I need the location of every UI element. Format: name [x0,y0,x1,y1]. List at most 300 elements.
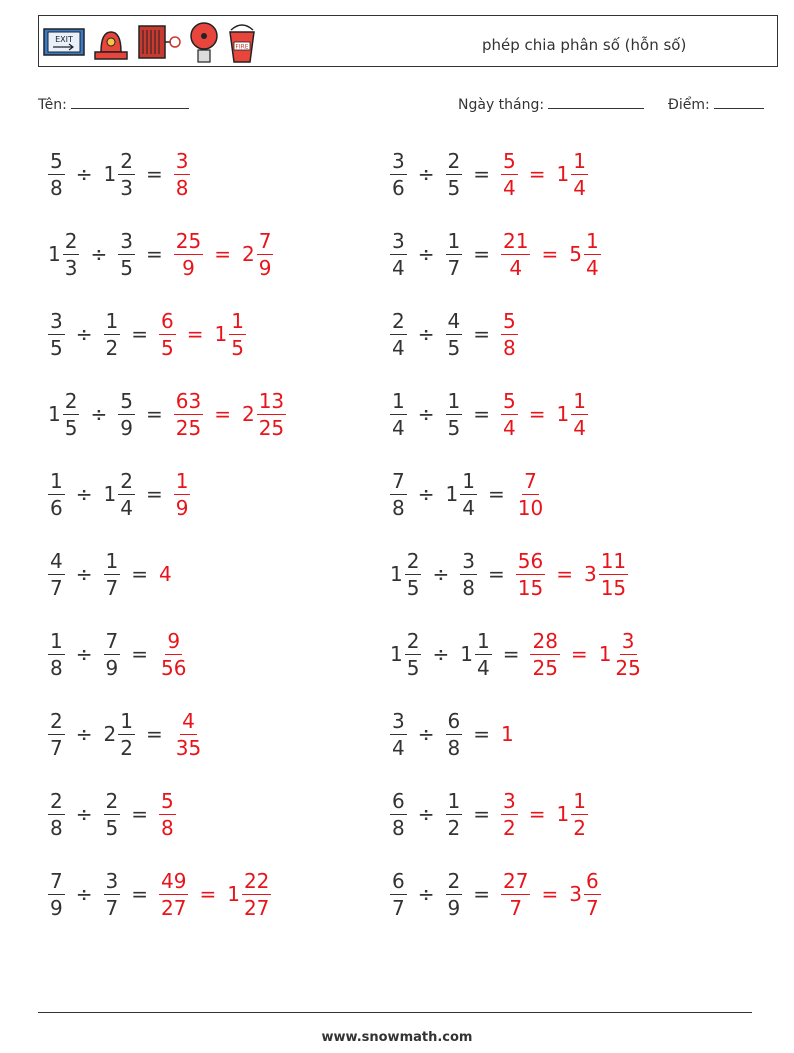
divisor-numerator: 1 [120,708,133,733]
divisor-denominator: 3 [120,175,133,200]
answer-whole: 2 [241,402,255,426]
answer-denominator: 27 [161,895,187,920]
divisor-numerator: 2 [447,148,461,173]
answer-fraction [571,148,588,200]
answer-denominator: 7 [585,895,599,920]
dividend-fraction [48,148,65,200]
answer-numerator: 6 [161,308,174,333]
dividend-number [46,868,67,920]
answer-2 [562,628,645,680]
divisor-number [444,868,465,920]
dividend-number [388,548,423,600]
answer-fraction [613,628,642,680]
answer-number [499,148,520,200]
answer-equals-sign: = [214,242,231,266]
answer-number [499,868,532,920]
problem-18 [388,783,590,845]
dividend-denominator: 5 [64,415,78,440]
divide-sign: ÷ [75,882,93,906]
answer-fraction [571,788,588,840]
divisor-denominator: 9 [447,895,461,920]
answer-numerator: 1 [231,308,244,333]
answer-fraction [174,468,191,520]
answer-denominator: 4 [585,255,599,280]
dividend-denominator: 8 [392,815,405,840]
answer-2 [547,548,630,600]
answer-denominator: 2 [503,815,516,840]
problem-20 [388,863,603,925]
divisor-fraction [475,628,492,680]
dividend-number [388,388,409,440]
dividend-number [388,708,409,760]
divisor-numerator: 3 [120,228,133,253]
divisor-number [444,788,465,840]
answer-numerator: 28 [532,628,558,653]
answer-numerator: 27 [503,868,529,893]
dividend-number [46,228,81,280]
problem-1 [46,143,192,205]
answer-1 [499,308,520,360]
answer-number [567,228,602,280]
divisor-number [116,388,137,440]
divisor-fraction [104,628,121,680]
answer-number [172,388,205,440]
dividend-numerator: 2 [406,548,420,573]
dividend-denominator: 5 [406,655,420,680]
divisor-denominator: 9 [105,655,119,680]
answer-denominator: 9 [182,255,195,280]
equals-sign: = [131,322,148,346]
divisor-fraction [118,148,135,200]
divisor-denominator: 4 [462,495,475,520]
dividend-numerator: 6 [392,868,405,893]
divisor-whole: 2 [103,722,117,746]
dividend-numerator: 3 [50,308,63,333]
problem-8 [388,383,590,445]
answer-fraction [501,868,530,920]
name-label: Tên: [38,97,67,113]
answer-fraction [501,148,518,200]
answer-fraction [584,868,601,920]
divisor-denominator: 7 [105,575,119,600]
dividend-fraction [390,228,407,280]
divisor-numerator: 1 [447,228,461,253]
answer-number [157,788,178,840]
answer-whole: 1 [227,882,240,906]
dividend-number [388,868,409,920]
answer-whole: 1 [556,802,570,826]
dividend-fraction [390,788,407,840]
answer-2 [205,228,275,280]
answer-number [567,868,602,920]
answer-whole: 1 [214,322,228,346]
answer-denominator: 4 [503,415,516,440]
divisor-denominator: 7 [447,255,461,280]
answer-number [172,708,205,760]
divisor-numerator: 1 [462,468,475,493]
dividend-fraction [48,788,65,840]
problem-4 [388,223,603,285]
answer-number [157,868,190,920]
divisor-fraction [104,868,121,920]
divisor-denominator: 2 [105,335,119,360]
dividend-numerator: 3 [392,148,405,173]
answer-denominator: 8 [175,175,189,200]
footer-divider [38,1012,752,1013]
answer-numerator: 7 [258,228,272,253]
svg-text:EXIT: EXIT [55,35,73,44]
answer-numerator: 1 [585,228,599,253]
dividend-number [46,788,67,840]
divisor-number [102,548,123,600]
divisor-fraction [118,468,135,520]
footer-url: www.snowmath.com [321,1030,473,1045]
dividend-fraction [48,548,65,600]
answer-1 [499,868,532,920]
answer-denominator: 5 [161,335,174,360]
answer-denominator: 56 [161,655,187,680]
answer-numerator: 6 [585,868,599,893]
answer-numerator: 3 [175,148,189,173]
divisor-number [102,308,123,360]
answer-denominator: 4 [509,255,523,280]
answer-denominator: 4 [573,175,586,200]
dividend-numerator: 2 [50,788,63,813]
divisor-denominator: 5 [105,815,119,840]
answer-denominator: 8 [161,815,174,840]
name-blank[interactable] [71,94,189,109]
answer-number [499,722,514,746]
equals-sign: = [145,482,163,506]
dividend-denominator: 9 [50,895,63,920]
answer-denominator: 25 [258,415,285,440]
problem-9 [46,463,192,525]
answer-denominator: 25 [175,415,202,440]
answer-1 [172,468,193,520]
answer-1 [499,228,532,280]
answer-number [225,868,273,920]
dividend-fraction [48,868,65,920]
problem-2 [388,143,590,205]
dividend-numerator: 2 [64,388,78,413]
answer-1 [499,788,520,840]
alarm-light-icon [91,22,131,62]
divide-sign: ÷ [417,322,435,346]
answer-whole: 2 [241,242,255,266]
divide-sign: ÷ [432,642,450,666]
answer-2 [190,868,273,920]
divisor-number [458,628,493,680]
answer-1 [172,708,205,760]
divisor-numerator: 1 [447,388,461,413]
divisor-number [458,548,479,600]
divide-sign: ÷ [75,482,93,506]
dividend-denominator: 8 [392,495,405,520]
dividend-numerator: 4 [50,548,63,573]
equals-sign: = [473,722,490,746]
divisor-numerator: 7 [105,628,119,653]
divisor-denominator: 4 [476,655,490,680]
answer-1 [172,388,205,440]
answer-numerator: 3 [621,628,635,653]
answer-number [240,388,288,440]
answer-whole: 3 [583,562,597,586]
answer-number [514,468,547,520]
divisor-denominator: 8 [447,735,461,760]
answer-fraction [159,868,188,920]
score-label: Điểm: [668,97,710,113]
divisor-fraction [118,388,135,440]
divisor-whole: 1 [103,482,117,506]
problem-11 [46,543,172,605]
dividend-number [46,388,81,440]
answer-denominator: 25 [532,655,558,680]
answer-fraction [159,788,176,840]
answer-number [555,148,590,200]
answer-denominator: 4 [573,415,586,440]
divisor-numerator: 1 [476,628,490,653]
worksheet-title: phép chia phân số (hỗn số) [482,36,687,54]
dividend-fraction [390,708,407,760]
answer-fraction [501,388,518,440]
answer-fraction [257,388,286,440]
divisor-number [444,308,465,360]
answer-denominator: 25 [615,655,641,680]
divisor-numerator: 3 [462,548,475,573]
answer-denominator: 35 [175,735,202,760]
answer-denominator: 9 [258,255,272,280]
answer-2 [520,788,590,840]
answer-equals-sign: = [541,242,559,266]
answer-numerator: 13 [258,388,285,413]
answer-equals-sign: = [570,642,588,666]
answer-numerator: 7 [524,468,537,493]
answer-fraction [599,548,628,600]
answer-equals-sign: = [541,882,559,906]
answer-fraction [159,628,188,680]
dividend-numerator: 3 [392,708,405,733]
dividend-number [46,628,67,680]
answer-number [157,562,172,586]
answer-equals-sign: = [199,882,217,906]
dividend-denominator: 7 [392,895,405,920]
dividend-denominator: 7 [50,735,63,760]
dividend-numerator: 2 [392,308,405,333]
answer-number [213,308,248,360]
answer-fraction [571,388,588,440]
divisor-fraction [446,308,463,360]
answer-fraction [530,628,559,680]
exit-sign-icon [43,27,85,57]
answer-fraction [159,308,176,360]
divisor-numerator: 1 [447,788,461,813]
answer-numerator: 63 [175,388,202,413]
equals-sign: = [145,242,163,266]
divisor-number [444,228,465,280]
answer-number [514,548,547,600]
date-field[interactable] [458,94,644,113]
answer-whole: 1 [556,162,570,186]
divide-sign: ÷ [417,162,435,186]
dividend-number [46,548,67,600]
dividend-numerator: 1 [50,468,63,493]
answer-numerator: 1 [573,388,586,413]
dividend-number [388,148,409,200]
divisor-denominator: 2 [447,815,461,840]
dividend-number [46,708,67,760]
fire-bucket-icon [227,20,257,64]
answer-numerator: 1 [175,468,189,493]
header-box [38,15,778,67]
divide-sign: ÷ [75,802,93,826]
dividend-denominator: 7 [50,575,63,600]
score-blank[interactable] [714,94,764,109]
answer-numerator: 5 [503,148,516,173]
dividend-fraction [48,708,65,760]
equals-sign: = [145,162,163,186]
equals-sign: = [473,882,490,906]
answer-numerator: 1 [573,148,586,173]
dividend-denominator: 4 [392,255,405,280]
divisor-number [102,788,123,840]
date-blank[interactable] [548,94,644,109]
answer-1 [499,722,514,746]
divisor-denominator: 5 [447,175,461,200]
problem-10 [388,463,547,525]
answer-2 [178,308,248,360]
dividend-denominator: 8 [50,655,63,680]
answer-fraction [174,708,203,760]
answer-1 [528,628,561,680]
dividend-whole: 1 [48,242,61,266]
answer-equals-sign: = [556,562,573,586]
equals-sign: = [473,322,490,346]
dividend-number [388,308,409,360]
dividend-numerator: 3 [392,228,405,253]
equals-sign: = [502,642,520,666]
divisor-denominator: 7 [105,895,119,920]
equals-sign: = [145,402,163,426]
dividend-fraction [63,388,80,440]
dividend-denominator: 4 [392,735,405,760]
answer-fraction [229,308,246,360]
dividend-fraction [48,628,65,680]
divisor-numerator: 1 [105,548,119,573]
answer-numerator: 5 [161,788,174,813]
dividend-number [388,788,409,840]
dividend-numerator: 7 [392,468,405,493]
divide-sign: ÷ [75,162,93,186]
answer-whole: 1 [556,402,570,426]
divisor-number [116,228,137,280]
dividend-number [46,148,67,200]
answer-fraction [501,228,530,280]
answer-whole: 1 [501,722,514,746]
answer-fraction [174,148,191,200]
problem-7 [46,383,288,445]
divisor-numerator: 2 [120,148,133,173]
answer-1 [172,228,205,280]
divide-sign: ÷ [417,882,435,906]
divisor-fraction [104,308,121,360]
date-label: Ngày tháng: [458,97,545,113]
divisor-denominator: 5 [447,335,461,360]
score-field[interactable] [668,94,764,113]
divisor-fraction [446,868,463,920]
dividend-number [46,308,67,360]
divisor-fraction [104,788,121,840]
divisor-number [102,148,137,200]
dividend-numerator: 2 [64,228,78,253]
answer-2 [520,148,590,200]
answer-fraction [174,228,203,280]
divisor-numerator: 2 [447,868,461,893]
answer-1 [157,308,178,360]
dividend-fraction [390,388,407,440]
answer-fraction [257,228,274,280]
dividend-denominator: 5 [406,575,420,600]
answer-whole: 5 [569,242,582,266]
answer-numerator: 5 [503,308,516,333]
answer-numerator: 56 [517,548,544,573]
equals-sign: = [473,242,490,266]
answer-number [172,148,193,200]
answer-equals-sign: = [528,802,546,826]
equals-sign: = [145,722,163,746]
dividend-numerator: 1 [50,628,63,653]
answer-equals-sign: = [528,162,546,186]
answer-numerator: 5 [503,388,516,413]
answer-numerator: 21 [503,228,529,253]
dividend-whole: 1 [48,402,61,426]
divisor-numerator: 1 [105,308,119,333]
divisor-fraction [446,788,463,840]
answer-numerator: 3 [503,788,516,813]
dividend-fraction [48,468,65,520]
answer-number [499,788,520,840]
fire-hose-reel-icon [137,22,181,62]
answer-numerator: 1 [573,788,586,813]
answer-denominator: 8 [503,335,516,360]
divisor-number [444,708,465,760]
answer-numerator: 49 [161,868,187,893]
answer-fraction [174,388,203,440]
dividend-denominator: 8 [50,175,63,200]
answer-number [157,628,190,680]
name-field[interactable] [38,94,189,113]
dividend-denominator: 6 [50,495,63,520]
divisor-numerator: 3 [105,868,119,893]
answer-numerator: 25 [175,228,202,253]
answer-1 [514,548,547,600]
answer-number [499,228,532,280]
dividend-denominator: 5 [50,335,63,360]
dividend-denominator: 3 [64,255,78,280]
divisor-fraction [446,708,463,760]
answer-denominator: 10 [517,495,544,520]
problem-15 [46,703,205,765]
dividend-number [388,228,409,280]
divisor-fraction [460,468,477,520]
divisor-fraction [104,548,121,600]
divide-sign: ÷ [75,722,93,746]
divisor-fraction [460,548,477,600]
equals-sign: = [131,882,148,906]
dividend-fraction [390,868,407,920]
equals-sign: = [487,482,505,506]
answer-number [499,388,520,440]
answer-equals-sign: = [186,322,204,346]
